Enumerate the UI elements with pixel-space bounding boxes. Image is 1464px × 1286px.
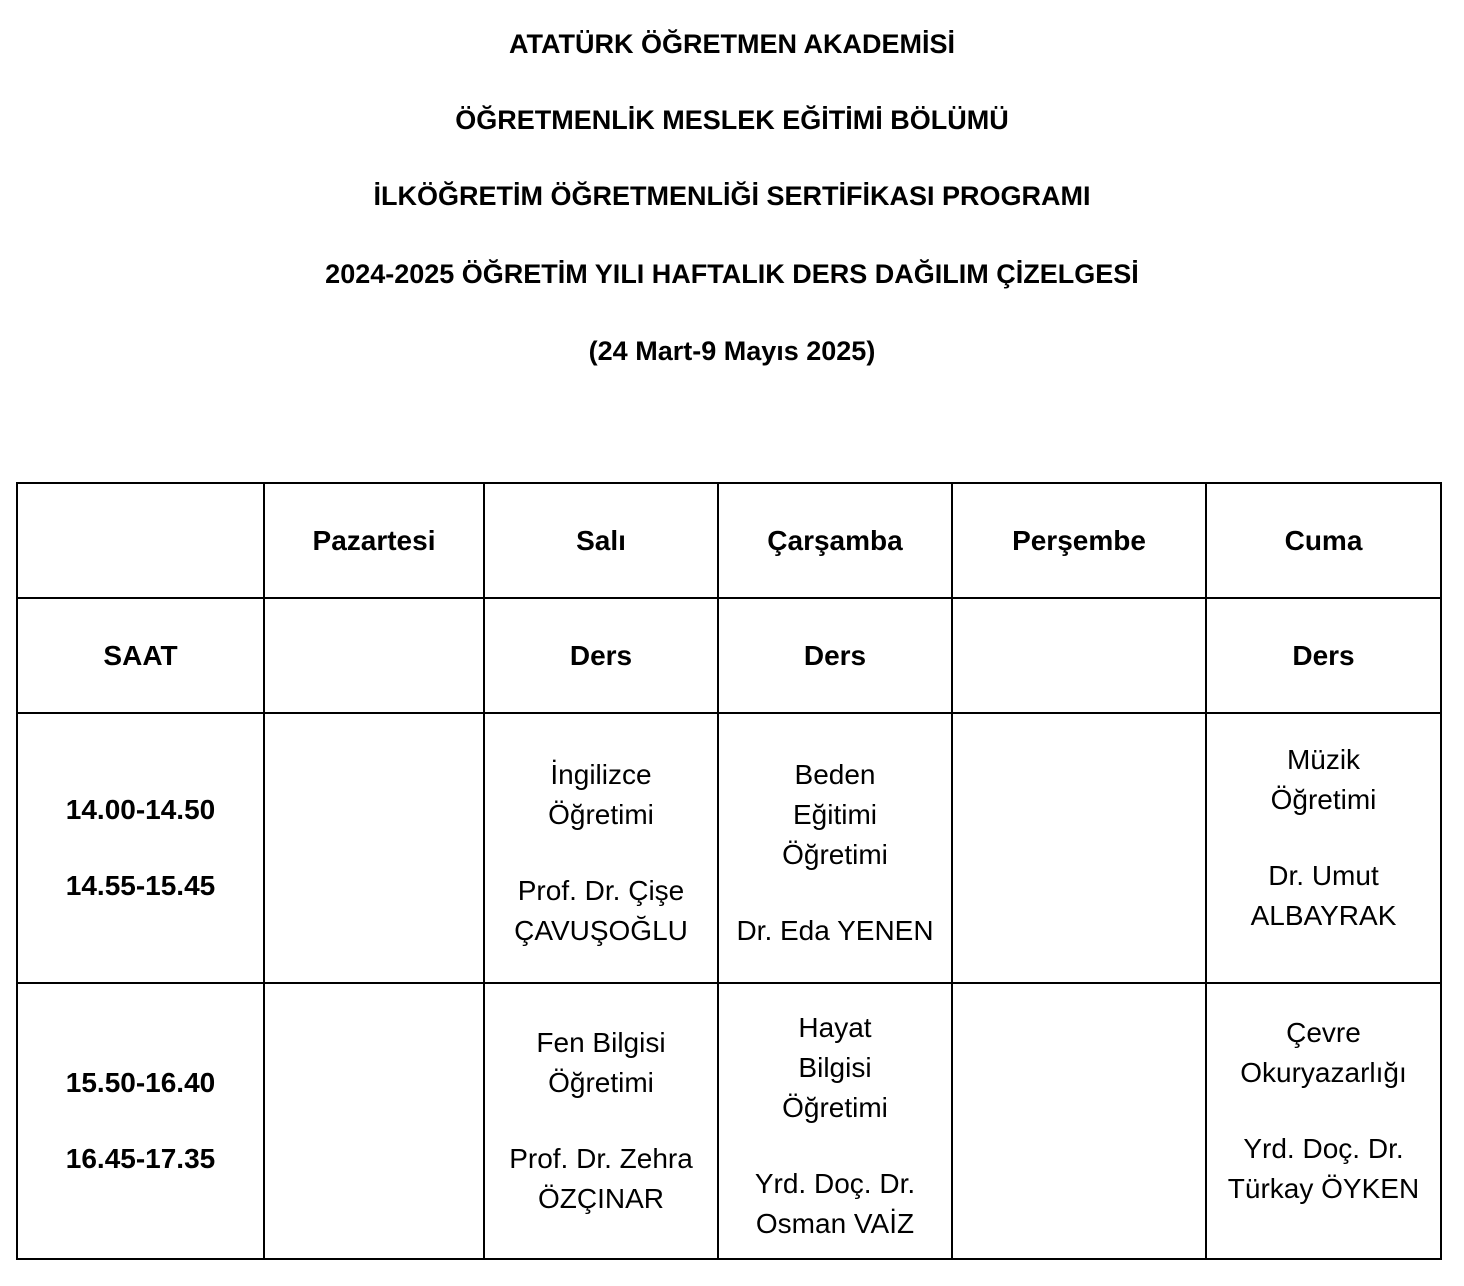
empty-cell: [952, 983, 1206, 1259]
ders-label-sali: Ders: [484, 598, 718, 713]
course-name-line: Müzik: [1286, 744, 1361, 775]
corner-cell: [17, 483, 264, 598]
course-name-line: Öğretimi: [1270, 784, 1377, 815]
table-row: [17, 713, 1441, 983]
teacher-name-line: Türkay ÖYKEN: [1227, 1173, 1420, 1204]
course-name-line: Hayat: [798, 1012, 872, 1043]
course-name-line: Beden: [794, 759, 876, 790]
course-cell-cuma: [1206, 713, 1441, 983]
header-institution: ATATÜRK ÖĞRETMEN AKADEMİSİ: [509, 29, 955, 59]
days-header-row: [17, 483, 1441, 598]
course-name-line: Bilgisi: [798, 1052, 872, 1083]
teacher-name-line: Yrd. Doç. Dr.: [1243, 1133, 1404, 1164]
teacher-name-line: Dr. Umut: [1268, 860, 1379, 891]
subheader-row: [17, 598, 1441, 713]
course-name-line: İngilizce: [550, 759, 652, 790]
time-slot-cell: [17, 713, 264, 983]
time-slot: 14.55-15.45: [65, 870, 216, 901]
day-header-cuma: Cuma: [1206, 483, 1441, 598]
course-cell-carsamba: [718, 713, 952, 983]
teacher-name-line: ÖZÇINAR: [538, 1183, 664, 1214]
course-name-line: Öğretimi: [782, 1092, 888, 1123]
saat-label: SAAT: [17, 598, 264, 713]
empty-cell: [952, 598, 1206, 713]
teacher-name-line: Prof. Dr. Zehra: [509, 1143, 693, 1174]
time-slot-cell: [17, 983, 264, 1259]
empty-cell: [952, 713, 1206, 983]
teacher-name-line: ALBAYRAK: [1250, 900, 1397, 931]
empty-cell: [264, 983, 484, 1259]
day-header-sali: Salı: [484, 483, 718, 598]
teacher-name-line: Osman VAİZ: [755, 1208, 915, 1239]
time-slot: 14.00-14.50: [65, 794, 216, 825]
empty-cell: [264, 598, 484, 713]
time-slot: 16.45-17.35: [65, 1143, 216, 1174]
course-name-line: Okuryazarlığı: [1240, 1057, 1407, 1088]
ders-label-cuma: Ders: [1206, 598, 1441, 713]
header-schedule-title: 2024-2025 ÖĞRETİM YILI HAFTALIK DERS DAĞILIM ÇİZELGESİ: [325, 259, 1139, 289]
course-name-line: Çevre: [1286, 1017, 1361, 1048]
teacher-name-line: ÇAVUŞOĞLU: [514, 915, 688, 946]
header-program: İLKÖĞRETİM ÖĞRETMENLİĞİ SERTİFİKASI PROGRAMI: [373, 181, 1091, 211]
course-cell-sali: [484, 983, 718, 1259]
course-name-line: Öğretimi: [548, 799, 654, 830]
day-header-persembe: Perşembe: [952, 483, 1206, 598]
time-slot: 15.50-16.40: [65, 1067, 216, 1098]
course-name-line: Öğretimi: [782, 839, 888, 870]
course-cell-carsamba: [718, 983, 952, 1259]
weekly-schedule-table: [16, 482, 1442, 1260]
ders-label-carsamba: Ders: [718, 598, 952, 713]
header-department: ÖĞRETMENLİK MESLEK EĞİTİMİ BÖLÜMÜ: [455, 105, 1009, 135]
day-header-pazartesi: Pazartesi: [264, 483, 484, 598]
teacher-name-line: Prof. Dr. Çişe: [517, 875, 685, 906]
header-date-range: (24 Mart-9 Mayıs 2025): [588, 336, 876, 366]
teacher-name-line: Yrd. Doç. Dr.: [754, 1168, 916, 1199]
course-name-line: Fen Bilgisi: [536, 1027, 666, 1058]
table-row: [17, 983, 1441, 1259]
course-cell-sali: [484, 713, 718, 983]
course-cell-cuma: [1206, 983, 1441, 1259]
course-name-line: Eğitimi: [792, 799, 877, 830]
empty-cell: [264, 713, 484, 983]
teacher-name-line: Dr. Eda YENEN: [736, 915, 934, 946]
day-header-carsamba: Çarşamba: [718, 483, 952, 598]
course-name-line: Öğretimi: [548, 1067, 654, 1098]
